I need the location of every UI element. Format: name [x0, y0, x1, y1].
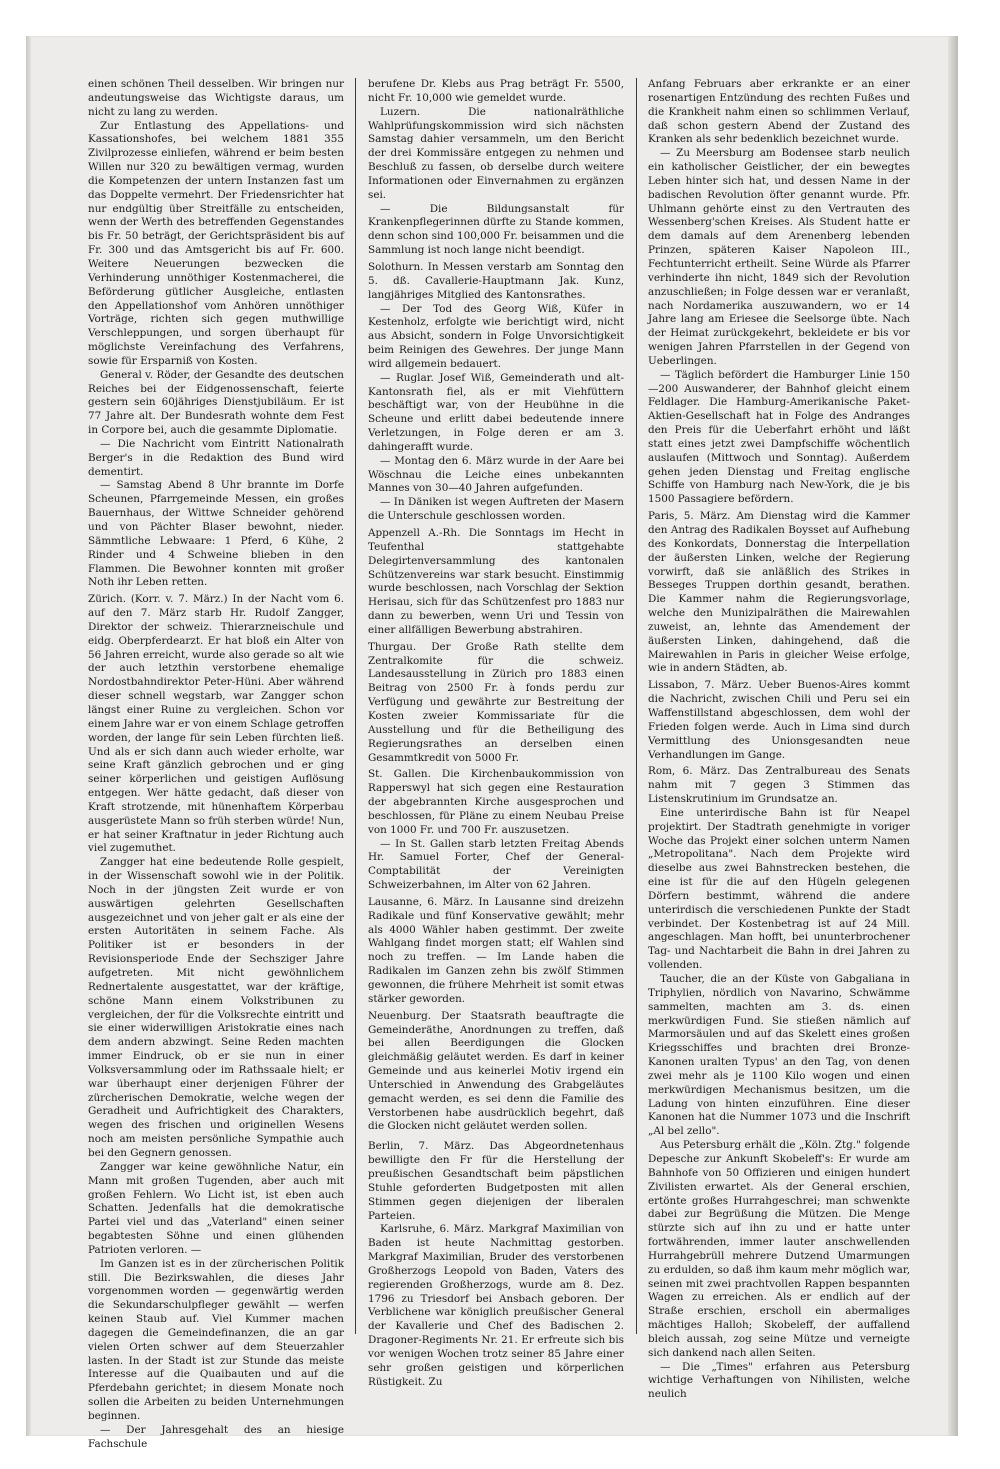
paragraph: — Zu Meersburg am Bodensee starb neulich ein katholischer Geistlicher, der ein bewegtes Leben hinter sich hat, und dessen Name in der badischen Revolution öfter genannt wurde. Pfr. Uhlmann gehörte einst zu den Vertrauten des Wessenberg'schen Kreises. Als Student hatte er dem damals auf dem Arenenberg lebenden Prinzen, späteren Kaiser Napoleon III., Fechtunterricht ertheilt. Seine Würde als Pfarrer verhinderte ihn nicht, 1849 sich der Revolution anzuschließen; in Folge dessen war er veranlaßt, nach Nordamerika auszuwandern, wo er 14 Jahre lang am Eriesee die Seelsorge übte. Nach der Heimat zurückgekehrt, bekleidete er bis vor wenigen Jahren Pfarrstellen in der Gegend von Ueberlingen. [648, 147, 910, 367]
paragraph: Karlsruhe, 6. März. Markgraf Maximilian von Baden ist heute Nachmittag gestorben. Markgraf Maximilian, Bruder des verstorbenen Großherzogs Leopold von Baden, Vaters des regierenden Großherzogs, wurde am 8. Dez. 1796 zu Triesdorf bei Ansbach geboren. Der Verblichene war königlich preußischer General der Kavallerie und Chef des Badischen 2. Dragoner-Regiments Nr. 21. Er erfreute sich bis vor wenigen Wochen trotz seiner 85 Jahre einer sehr großen geistigen und körperlichen Rüstigkeit. Zu [368, 1223, 624, 1388]
paragraph: Appenzell A.-Rh. Die Sonntags im Hecht in Teufenthal stattgehabte Delegirtenversammlung des kantonalen Schützenvereins war stark besucht. Einstimmig wurde beschlossen, nach Vorschlag der Sektion Herisau, sich für das Schützenfest pro 1883 nur dann zu bewerben, wenn Uri und Tessin von einer allfälligen Bewerbung abstrahiren. [368, 527, 624, 636]
page-right-edge [948, 36, 958, 1436]
paragraph: — Ruglar. Josef Wiß, Gemeinderath und alt-Kantonsrath fiel, als er mit Viehfüttern beschäftigt war, von der Heubühne in die Scheune und erlitt dabei bedeutende innere Verletzungen, in Folge deren er am 3. dahingerafft wurde. [368, 371, 624, 453]
paragraph: Eine unterirdische Bahn ist für Neapel projektirt. Der Stadtrath genehmigte in voriger Woche das Projekt einer solchen unterm Namen „Metropolitana". Nach dem Projekte wird dieselbe aus zwei Bahnstrecken bestehen, die eine ist für die auf den Hügeln gelegenen Dörfern bestimmt, während die andere unterirdisch die verschiedenen Punkte der Stadt verbindet. Der Kostenbetrag ist auf 24 Mill. angeschlagen. Man hofft, bei ununterbrochener Tag- und Nachtarbeit die Bahn in drei Jahren zu vollenden. [648, 806, 910, 972]
paragraph: Neuenburg. Der Staatsrath beauftragte die Gemeinderäthe, Anordnungen zu treffen, daß bei allen Beerdigungen die Glocken gleichmäßig geläutet werden. Es darf in keiner Gemeinde und aus keinerlei Motiv irgend ein Unterschied in Anwendung des Grabgeläutes gemacht werden, es sei denn die Familie des Verstorbenen habe ausdrücklich begehrt, daß die Glocken nicht geläutet werden sollen. [368, 1009, 624, 1133]
paragraph: — Der Jahresgehalt des an hiesige Fachschule [88, 1423, 344, 1450]
paragraph: — Der Tod des Georg Wiß, Küfer in Kestenholz, erfolgte wie berichtigt wird, nicht aus Absicht, sondern in Folge Unvorsichtigkeit beim Reinigen des Gewehres. Der junge Mann wird allgemein bedauert. [368, 302, 624, 370]
paragraph: Taucher, die an der Küste von Gabgaliana in Triphylien, nördlich von Navarino, Schwämme sammelten, machten am 3. ds. einen merkwürdigen Fund. Sie stießen nämlich auf Marmorsäulen und auf das Skelett eines großen Kriegsschiffes und brachten drei Bronze-Kanonen uralten Typus' an den Tag, von denen zwei mehr als je 1100 Kilo wogen und einen merkwürdigen Mechanismus besitzen, um die Ladung von hinten einzuführen. Eine dieser Kanonen hat die Nummer 1073 und die Inschrift „Al bel zello". [648, 973, 910, 1138]
column-1 [88, 78, 344, 1450]
paragraph: berufene Dr. Klebs aus Prag beträgt Fr. 5500, nicht Fr. 10,000 wie gemeldet wurde. [368, 78, 624, 104]
paragraph: — Die „Times" erfahren aus Petersburg wichtige Verhaftungen von Nihilisten, welche neulich [648, 1360, 910, 1401]
paragraph: Rom, 6. März. Das Zentralbureau des Senats nahm mit 7 gegen 3 Stimmen das Listenskrutinium im Grundsatze an. [648, 765, 910, 806]
paragraph: Berlin, 7. März. Das Abgeordnetenhaus bewilligte den Fr für die Herstellung der preußischen Gesandtschaft beim päpstlichen Stuhle geforderten Budgetposten mit allen Stimmen gegen diejenigen der liberalen Parteien. [368, 1140, 624, 1222]
paragraph: — In Däniken ist wegen Auftreten der Masern die Unterschule geschlossen worden. [368, 496, 624, 523]
paragraph: Paris, 5. März. Am Dienstag wird die Kammer den Antrag des Radikalen Boysset auf Aufhebung des Konkordats, Donnerstag die Interpellation der äußersten Linken, welche der Regierung vorwirft, daß sie anläßlich des Strikes in Besseges Truppen dorthin gesandt, berathen. Die Kammer nahm die Regierungsvorlage, welche den Munizipalräthen die Mairewahlen zuweist, an, lehnte das Amendement der äußersten Linken, dahingehend, daß die Mairewahlen in Paris in gleicher Weise erfolge, wie in andern Städten, ab. [648, 510, 910, 675]
paragraph: Zur Entlastung des Appellations- und Kassationshofes, bei welchem 1881 355 Zivilprozesse einliefen, während er beim besten Willen nur 320 zu bewältigen vermag, wurden die Kompetenzen der untern Instanzen fast um das Doppelte vermehrt. Der Friedensrichter hat nur endgültig über Streitfälle zu entscheiden, wenn der Werth des betreffenden Gegenstandes bis Fr. 50 beträgt, der Gerichtspräsident bis auf Fr. 300 und das Amtsgericht bis auf Fr. 600. Weitere Neuerungen bezwecken die Verhinderung unnöthiger Kostenmacherei, die Beförderung gütlicher Ausgleiche, entlasten den Appellationshof vom Anhören unnöthiger Vorträge, richten sich gegen muthwillige Verschleppungen, und sorgen überhaupt für möglichste Vereinfachung des Verfahrens, sowie für Ersparniß von Kosten. [88, 119, 344, 367]
paragraph: — In St. Gallen starb letzten Freitag Abends Hr. Samuel Forter, Chef der General-Comptabilität der Vereinigten Schweizerbahnen, im Alter von 62 Jahren. [368, 837, 624, 892]
paragraph: Luzern. Die nationalräthliche Wahlprüfungskommission wird sich nächsten Samstag dahier versammeln, um den Bericht der drei Kommissäre entgegen zu nehmen und Beschluß zu fassen, ob derselbe durch weitere Informationen oder Einvernahmen zu ergänzen sei. [368, 105, 624, 201]
paragraph: Thurgau. Der Große Rath stellte dem Zentralkomite für die schweiz. Landesausstellung in Zürich pro 1883 einen Beitrag von 2500 Fr. à fonds perdu zur Verfügung und gewährte zur Bestreitung der Kosten zweier Kommissariate für die Ausstellung und für die Betheiligung des Regierungsrathes an derselben einen Gesammtkredit von 5000 Fr. [368, 640, 624, 764]
paragraph: — Täglich befördert die Hamburger Linie 150—200 Auswanderer, der Bahnhof gleicht einem Feldlager. Die Hamburg-Amerikanische Paket-Aktien-Gesellschaft hat in Folge des Andranges den Preis für die Ueberfahrt erhöht und läßt statt eines jetzt zwei Dampfschiffe wöchentlich auslaufen (Mittwoch und Sonntag). Außerdem gehen jeden Dienstag und Freitag englische Schiffe von Hamburg nach New-York, die je bis 1500 Passagiere befördern. [648, 368, 910, 506]
paragraph: Im Ganzen ist es in der zürcherischen Politik still. Die Bezirkswahlen, die dieses Jahr vorgenommen worden — gegenwärtig werden die Sekundarschulpfleger gewählt — werfen keinen Staub auf. Viel Kummer machen dagegen die Gemeindefinanzen, die an gar vielen Orten schwer auf dem Steuerzahler lasten. In der Stadt ist zur Stunde das meiste Interesse auf die Quaibauten und auf die Pferdebahn gerichtet; in diesem Monate noch sollen die Arbeiten zu beiden Unternehmungen beginnen. [88, 1257, 344, 1422]
paragraph: Anfang Februars aber erkrankte er an einer rosenartigen Entzündung des rechten Fußes und die Krankheit nahm einen so schlimmen Verlauf, daß schon gestern Abend der Zustand des Kranken als sehr bedenklich bezeichnet wurde. [648, 78, 910, 146]
paragraph: Lausanne, 6. März. In Lausanne sind dreizehn Radikale und fünf Konservative gewählt; mehr als 4000 Wähler haben gestimmt. Der zweite Wahlgang findet morgen statt; elf Wahlen sind noch zu treffen. — Im Lande haben die Radikalen im Ganzen zehn bis zwölf Stimmen gewonnen, die frühere Mehrheit ist somit etwas stärker geworden. [368, 895, 624, 1005]
paragraph: Solothurn. In Messen verstarb am Sonntag den 5. dß. Cavallerie-Hauptmann Jak. Kunz, langjähriges Mitglied des Kantonsrathes. [368, 260, 624, 301]
paragraph: — Die Nachricht vom Eintritt Nationalrath Berger's in die Redaktion des Bund wird dementirt. [88, 437, 344, 478]
paragraph: — Die Bildungsanstalt für Krankenpflegerinnen dürfte zu Stande kommen, denn schon sind 100,000 Fr. beisammen und die Sammlung ist noch lange nicht beendigt. [368, 202, 624, 257]
paragraph: — Montag den 6. März wurde in der Aare bei Wöschnau die Leiche eines unbekannten Mannes von 30—40 Jahren aufgefunden. [368, 454, 624, 495]
paragraph: Aus Petersburg erhält die „Köln. Ztg." folgende Depesche zur Ankunft Skobeleff's: Er wurde am Bahnhofe von 50 Offizieren und einigen hundert Zivilisten erwartet. Als der General erschien, ertönte großes Hurrahgeschrei; man schwenkte dabei zur Begrüßung die Mützen. Die Menge stürzte sich auf ihn zu und er hatte unter fortwährenden, immer lauter anschwellenden Hurrahgebrüll mehrere Dutzend Umarmungen zu erdulden, so daß ihm kaum mehr möglich war, seinen mit zwei prachtvollen Rappen bespannten Wagen zu erreichen. Als er endlich auf der Straße erschien, erscholl ein abermaliges mächtiges Halloh; Skobeleff, der auffallend bleich aussah, zog seine Mütze und verneigte sich dankend nach allen Seiten. [648, 1139, 910, 1359]
column-3 [648, 78, 910, 1401]
paragraph: Zürich. (Korr. v. 7. März.) In der Nacht vom 6. auf den 7. März starb Hr. Rudolf Zangger, Direktor der schweiz. Thierarzneischule und eidg. Oberpferdearzt. Er hat bloß ein Alter von 56 Jahren erreicht, wurde also gerade so alt wie der auch letzthin verstorbene ehemalige Nordostbahndirektor Peter-Hüni. Aber während dieser schnell wegstarb, war Zangger schon längst einer Ruine zu vergleichen. Schon vor einem Jahre war er von einem Schlage getroffen worden, der lange für sein Leben fürchten ließ. Und als er sich dann auch wieder erholte, war seine Kraft gänzlich gebrochen und er ging seiner körperlichen und geistigen Auflösung entgegen. Wer hätte gedacht, daß dieser von Kraft strotzende, mit hünenhaftem Körperbau ausgerüstete Mann so früh sterben würde! Nun, er hat seiner Kraftnatur in jeder Richtung auch viel zugemuthet. [88, 593, 344, 855]
paragraph: Zangger war keine gewöhnliche Natur, ein Mann mit großen Tugenden, aber auch mit großen Fehlern. Wo Licht ist, ist eben auch Schatten. Jedenfalls hat die demokratische Partei viel und das „Vaterland" einen seiner begabtesten Söhne und einen glühenden Patrioten verloren. — [88, 1160, 344, 1256]
column-rule-2 [636, 78, 637, 1334]
paragraph: St. Gallen. Die Kirchenbaukommission von Rapperswyl hat sich gegen eine Restauration der abgebrannten Kirche ausgesprochen und beschlossen, für Pläne zu einem Neubau Preise von 1000 Fr. und 700 Fr. auszusetzen. [368, 768, 624, 836]
paragraph: Zangger hat eine bedeutende Rolle gespielt, in der Wissenschaft sowohl wie in der Politik. Noch in der jüngsten Zeit wurde er von auswärtigen gelehrten Gesellschaften ausgezeichnet und von jeher galt er als eine der ersten Autoritäten in seinem Fache. Als Politiker ist er besonders in der Revisionsperiode Ende der Sechsziger Jahre aufgetreten. Mit nicht gewöhnlichem Rednertalente ausgestattet, war der kräftige, schöne Mann einem Volkstribunen zu vergleichen, der für die Volksrechte eintritt und sie einer widerwilligen Aristokratie eines nach dem andern abzwingt. Seine Reden machten immer Eindruck, ob er sie nun in einer Volksversammlung oder im Rathssaale hielt; er war überhaupt einer derjenigen Führer der zürcherischen Demokratie, welche wegen der Geradheit und Aufrichtigkeit des Charakters, wegen des frischen und originellen Wesens noch am meisten persönliche Sympathie auch bei den Gegnern genossen. [88, 856, 344, 1159]
paragraph: Lissabon, 7. März. Ueber Buenos-Aires kommt die Nachricht, zwischen Chili und Peru sei ein Waffenstillstand abgeschlossen, dem wohl der Frieden folgen werde. Auch in Lima sind durch Vermittlung des Unionsgesandten neue Verhandlungen im Gange. [648, 679, 910, 761]
paragraph: General v. Röder, der Gesandte des deutschen Reiches bei der Eidgenossenschaft, feierte gestern sein 60jähriges Dienstjubiläum. Er ist 77 Jahre alt. Der Bundesrath wohnte dem Fest in Corpore bei, auch die gesammte Diplomatie. [88, 368, 344, 437]
paragraph: — Samstag Abend 8 Uhr brannte im Dorfe Scheunen, Pfarrgemeinde Messen, ein großes Bauernhaus, der Wittwe Schneider gehörend und von Pächter Blaser bewohnt, nieder. Sämmtliche Lebwaare: 1 Pferd, 6 Kühe, 2 Rinder und 4 Schweine blieben in den Flammen. Die Bewohner konnten mit großer Noth ihr Leben retten. [88, 479, 344, 589]
column-2 [368, 78, 624, 1388]
paragraph: einen schönen Theil desselben. Wir bringen nur andeutungsweise das Wichtigste daraus, um nicht zu lang zu werden. [88, 78, 344, 118]
column-rule-1 [355, 78, 356, 1334]
